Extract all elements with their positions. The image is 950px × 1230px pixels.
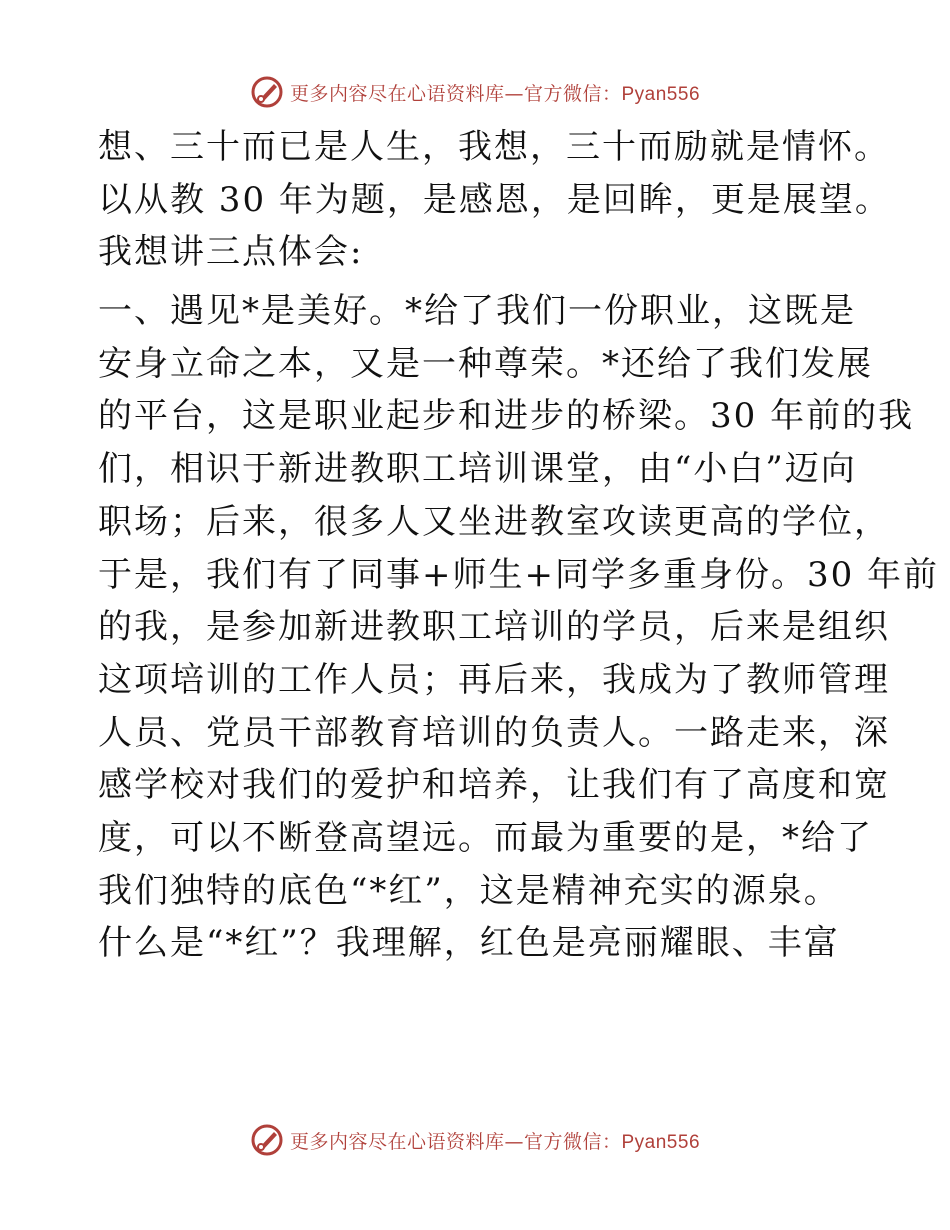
body-line: 们，相识于新进教职工培训课堂，由“小白”迈向 — [98, 449, 857, 490]
body-line: 我们独特的底色“*红”，这是精神充实的源泉。 — [98, 870, 840, 911]
body-line: 我想讲三点体会: — [98, 232, 364, 273]
watermark-text — [290, 1127, 700, 1154]
body-line: 度，可以不断登高望远。而最为重要的是，*给了 — [98, 817, 873, 858]
body-line: 安身立命之本，又是一种尊荣。*还给了我们发展 — [98, 343, 873, 384]
logo-icon — [250, 1123, 284, 1157]
body-line: 的我，是参加新进教职工培训的学员，后来是组织 — [98, 607, 890, 648]
body-line: 这项培训的工作人员；再后来，我成为了教师管理 — [98, 659, 890, 700]
body-line: 以从教 30 年为题，是感恩，是回眸，更是展望。 — [98, 179, 891, 220]
logo-icon — [250, 75, 284, 109]
body-line: 想、三十而已是人生，我想，三十而励就是情怀。 — [98, 127, 890, 167]
body-line: 的平台，这是职业起步和进步的桥梁。30 年前的我 — [98, 396, 915, 437]
body-line: 职场；后来，很多人又坐进教室攻读更高的学位， — [98, 501, 890, 542]
watermark-prefix: 更多内容尽在心语资料库— — [289, 1130, 524, 1153]
watermark-prefix: 更多内容尽在心语资料库— — [289, 82, 524, 105]
watermark-suffix: 官方微信： — [523, 1130, 622, 1153]
watermark-id: Pyan556 — [621, 1131, 701, 1153]
document-body — [98, 121, 940, 970]
body-line: 感学校对我们的爱护和培养，让我们有了高度和宽 — [98, 765, 890, 806]
watermark-text — [290, 79, 700, 106]
body-line: 什么是“*红”？我理解，红色是亮丽耀眼、丰富 — [98, 923, 840, 964]
body-line: 人员、党员干部教育培训的负责人。一路走来，深 — [98, 712, 890, 753]
footer-watermark — [0, 1120, 950, 1160]
body-line: 一、遇见*是美好。*给了我们一份职业，这既是 — [98, 291, 856, 332]
body-line: 于是，我们有了同事+师生+同学多重身份。30 年前 — [98, 554, 940, 595]
watermark-id: Pyan556 — [621, 83, 701, 105]
watermark-suffix: 官方微信： — [523, 82, 622, 105]
header-watermark — [0, 72, 950, 112]
